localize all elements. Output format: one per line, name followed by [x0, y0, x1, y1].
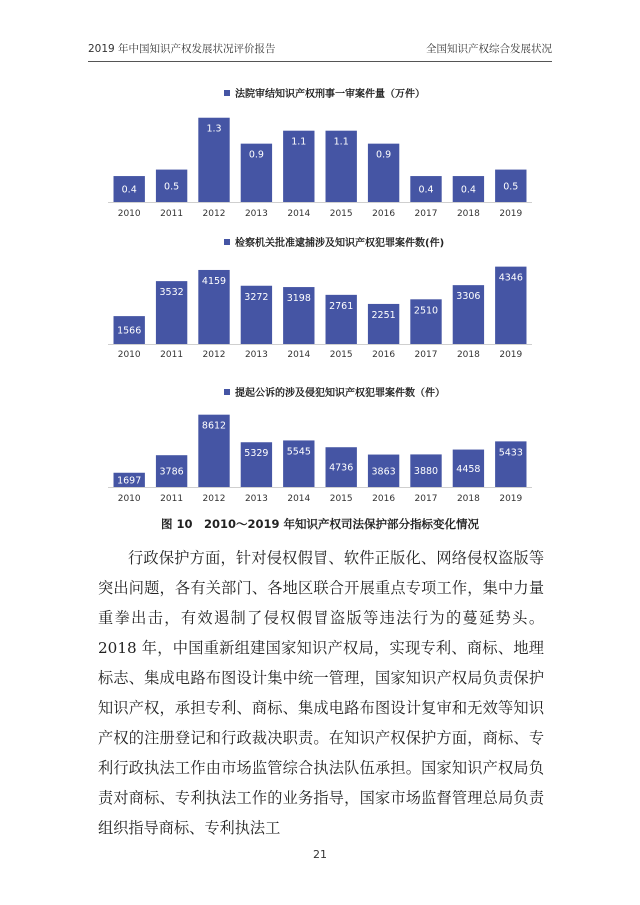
data-label-2017: 0.4 — [418, 184, 434, 196]
data-label-2019: 0.5 — [503, 181, 519, 193]
header-left-title: 2019 年中国知识产权发展状况评价报告 — [88, 42, 276, 55]
data-label-2010: 0.4 — [121, 184, 137, 196]
x-tick-2011: 2011 — [160, 209, 184, 219]
chart-title: 法院审结知识产权刑事一审案件量（万件） — [235, 89, 425, 100]
data-label-2016: 2251 — [371, 309, 396, 321]
x-tick-2013: 2013 — [244, 494, 268, 504]
data-label-2011: 0.5 — [164, 181, 180, 193]
data-label-2013: 5329 — [244, 448, 269, 460]
x-tick-2019: 2019 — [499, 209, 523, 219]
data-label-2012: 1.3 — [206, 123, 222, 135]
x-tick-2015: 2015 — [329, 209, 353, 219]
x-tick-2010: 2010 — [117, 209, 141, 219]
chart-arrest-cases — [100, 233, 540, 365]
data-label-2018: 4458 — [456, 463, 481, 475]
data-label-2014: 3198 — [286, 293, 311, 305]
chart-court-cases — [100, 84, 540, 224]
legend-marker — [224, 239, 230, 245]
data-label-2012: 4159 — [201, 275, 227, 287]
x-tick-2010: 2010 — [117, 350, 141, 360]
x-tick-2012: 2012 — [202, 494, 226, 504]
data-label-2019: 5433 — [498, 447, 523, 459]
data-label-2010: 1566 — [117, 325, 142, 337]
x-tick-2013: 2013 — [244, 209, 268, 219]
chart-arrest-cases-svg — [100, 233, 540, 365]
x-tick-2011: 2011 — [160, 350, 184, 360]
x-tick-2014: 2014 — [287, 494, 311, 504]
chart-prosecution-cases-svg — [100, 383, 540, 509]
x-tick-2015: 2015 — [329, 494, 353, 504]
x-tick-2018: 2018 — [456, 350, 480, 360]
data-label-2015: 1.1 — [333, 136, 349, 148]
x-tick-2016: 2016 — [372, 209, 396, 219]
data-label-2017: 2510 — [413, 305, 439, 317]
header-right-title: 全国知识产权综合发展状况 — [426, 42, 552, 55]
figure-caption: 图 10 2010～2019 年知识产权司法保护部分指标变化情况 — [160, 517, 480, 531]
chart-prosecution-cases — [100, 383, 540, 509]
data-label-2011: 3532 — [159, 287, 184, 299]
page-number: 21 — [313, 848, 327, 861]
data-label-2016: 3863 — [371, 466, 396, 478]
x-tick-2014: 2014 — [287, 350, 311, 360]
x-tick-2017: 2017 — [414, 209, 438, 219]
data-label-2018: 3306 — [456, 291, 481, 303]
x-tick-2015: 2015 — [329, 350, 353, 360]
x-tick-2010: 2010 — [117, 494, 141, 504]
x-tick-2017: 2017 — [414, 350, 438, 360]
chart-title: 提起公诉的涉及侵犯知识产权犯罪案件数（件） — [235, 388, 445, 399]
data-label-2017: 3880 — [413, 466, 439, 478]
page-header — [88, 38, 552, 58]
legend-marker — [224, 389, 230, 395]
x-tick-2014: 2014 — [287, 209, 311, 219]
data-label-2015: 2761 — [329, 300, 354, 312]
body-paragraph: 行政保护方面，针对侵权假冒、软件正版化、网络侵权盗版等突出问题，各有关部门、各地区联合开展重点专项工作，集中力量重拳出击，有效遏制了侵权假冒盗版等违法行为的蔓延势头。2018 年，中国重新组建国家知识产权局，实现专利、商标、地理标志、集成电路布图设计集中统一管理，国家知识产权局负责保护知识产权，承担专利、商标、集成电路布图设计复审和无效等知识产权的注册登记和行政裁决职责。在知识产权保护方面，商标、专利行政执法工作由市场监管综合执法队伍承担。国家知识产权局负责对商标、专利执法工作的业务指导，国家市场监督管理总局负责组织指导商标、专利执法工 — [98, 549, 544, 837]
x-tick-2019: 2019 — [499, 494, 523, 504]
data-label-2014: 1.1 — [291, 136, 307, 148]
header-divider — [88, 61, 552, 62]
x-tick-2016: 2016 — [372, 350, 396, 360]
x-tick-2016: 2016 — [372, 494, 396, 504]
data-label-2013: 3272 — [244, 291, 269, 303]
data-label-2013: 0.9 — [248, 149, 264, 161]
chart-title: 检察机关批准逮捕涉及知识产权犯罪案件数(件) — [235, 238, 445, 249]
data-label-2010: 1697 — [117, 475, 142, 487]
data-label-2015: 4736 — [329, 462, 354, 474]
x-tick-2012: 2012 — [202, 209, 226, 219]
x-tick-2018: 2018 — [456, 209, 480, 219]
data-label-2016: 0.9 — [376, 149, 392, 161]
data-label-2011: 3786 — [159, 466, 184, 478]
legend-marker — [224, 90, 230, 96]
x-tick-2018: 2018 — [456, 494, 480, 504]
data-label-2012: 8612 — [201, 420, 227, 432]
data-label-2014: 5545 — [286, 446, 311, 458]
x-tick-2013: 2013 — [244, 350, 268, 360]
data-label-2019: 4346 — [498, 272, 523, 284]
x-tick-2017: 2017 — [414, 494, 438, 504]
x-tick-2019: 2019 — [499, 350, 523, 360]
chart-court-cases-svg — [100, 84, 540, 224]
data-label-2018: 0.4 — [460, 184, 476, 196]
x-tick-2012: 2012 — [202, 350, 226, 360]
x-tick-2011: 2011 — [160, 494, 184, 504]
